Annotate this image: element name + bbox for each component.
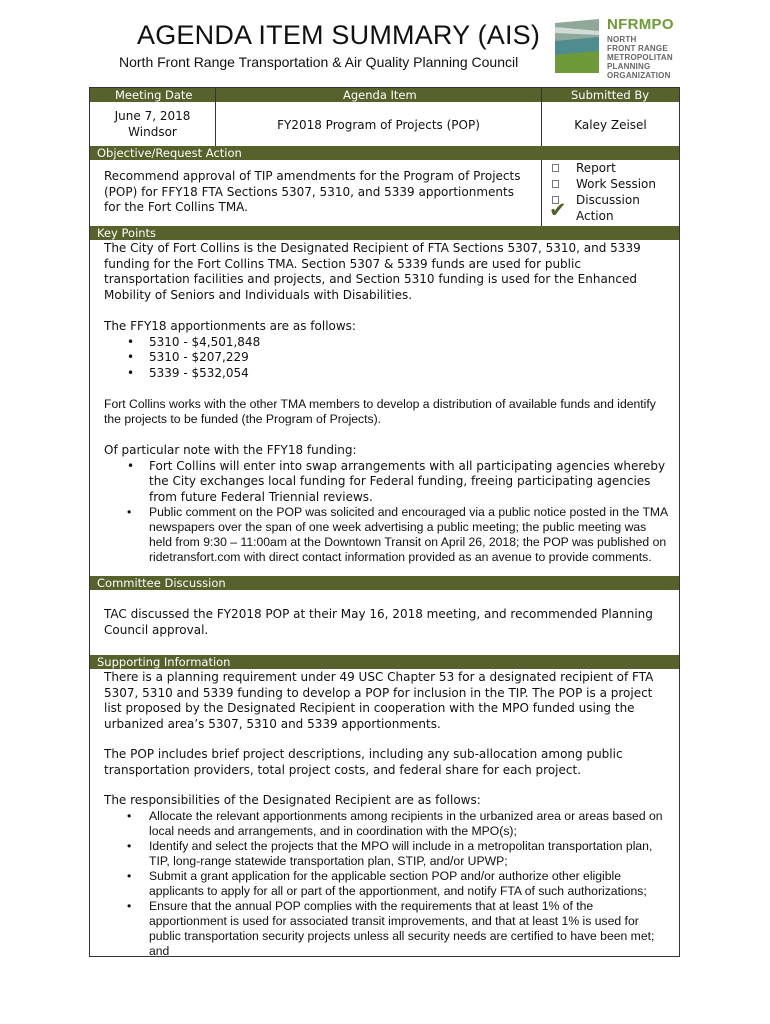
committee-heading: Committee Discussion xyxy=(97,576,226,590)
option-label: Action xyxy=(576,209,614,223)
meeting-date-value: June 7, 2018 xyxy=(114,109,191,123)
list-item: • 5310 - $4,501,848 xyxy=(104,335,670,351)
objective-heading: Objective/Request Action xyxy=(97,146,242,160)
option-label: Discussion xyxy=(576,193,640,207)
supporting-heading: Supporting Information xyxy=(97,655,231,669)
column-divider xyxy=(541,160,542,226)
key-points-heading: Key Points xyxy=(97,226,157,240)
key-points-paragraph: Fort Collins works with the other TMA members to develop a distribution of available funds and identify the projects to be funded (the Program of Projects). xyxy=(104,397,656,426)
nfrmpo-logo xyxy=(549,16,679,80)
supporting-paragraph: The POP includes brief project descriptions, including any sub-allocation among public transportation providers, total project costs, and federal share for each project. xyxy=(104,747,623,777)
logo-text-line: PLANNING xyxy=(607,62,651,71)
list-item: • Submit a grant application for the applicable section POP and/or authorize other eligible applicants to apply for all or part of the apportionment, and notify FTA of such authorizations; xyxy=(104,869,670,899)
supporting-body xyxy=(104,670,670,959)
key-points-paragraph: The FFY18 apportionments are as follows: xyxy=(104,319,356,333)
list-item: • Allocate the relevant apportionments among recipients in the urbanized area or areas based on local needs and arrangements, and in coordination with the MPO(s); xyxy=(104,809,670,839)
list-item: • Public comment on the POP was solicited and encouraged via a public notice posted in the TMA newspapers over the span of one week advertising a public meeting; the public meeting was held from 9:30 – 11:00am at the Downtown Transit on April 26, 2018; the POP was published on ridetransfort.com with direct contact information provided as an avenue to provide comments. xyxy=(104,505,670,565)
page-subtitle: North Front Range Transportation & Air Quality Planning Council xyxy=(119,54,519,70)
agenda-item-value: FY2018 Program of Projects (POP) xyxy=(277,118,480,132)
submitted-by-value: Kaley Zeisel xyxy=(574,118,647,132)
key-points-section-bar xyxy=(90,226,679,240)
supporting-paragraph: There is a planning requirement under 49 USC Chapter 53 for a designated recipient of FTA 5307, 5310 and 5339 funding to develop a POP for inclusion in the TIP. The POP is a project list proposed by the Designated Recipient in cooperation with the MPO funded using the urbanized area’s 5307, 5310 and 5339 apportionments. xyxy=(104,670,654,731)
request-action-checklist xyxy=(549,160,656,224)
option-label: Report xyxy=(576,161,616,175)
list-item: • Identify and select the projects that the MPO will include in a metropolitan transportation plan, TIP, long-range statewide transportation plan, STIP, and/or UPWP; xyxy=(104,839,670,869)
option-work-session[interactable] xyxy=(549,176,656,192)
supporting-paragraph: The responsibilities of the Designated Recipient are as follows: xyxy=(104,793,481,807)
committee-text: TAC discussed the FY2018 POP at their May 16, 2018 meeting, and recommended Planning Council approval. xyxy=(104,607,653,637)
logo-text-line: NORTH xyxy=(607,35,637,44)
list-item: • 5310 - $207,229 xyxy=(104,350,670,366)
agenda-item-header: Agenda Item xyxy=(343,88,417,102)
submitted-by-header: Submitted By xyxy=(571,88,650,102)
committee-section-bar xyxy=(90,576,679,590)
key-points-body xyxy=(104,241,670,565)
objective-text: Recommend approval of TIP amendments for the Program of Projects (POP) for FFY18 FTA Sections 5307, 5310, and 5339 apportionments for the Fort Collins TMA. xyxy=(104,169,521,214)
option-report[interactable] xyxy=(549,160,656,176)
nfrmpo-logo-icon xyxy=(549,17,603,74)
meeting-location: Windsor xyxy=(128,125,177,139)
checkbox-icon[interactable] xyxy=(552,164,559,172)
logo-text-line: METROPOLITAN xyxy=(607,53,673,62)
supporting-section-bar xyxy=(90,655,679,669)
meeting-date xyxy=(90,108,215,140)
list-item: • Ensure that the annual POP complies with the requirements that at least 1% of the apportionment is used for associated transit improvements, and that at least 1% is used for public transportation security projects unless all security needs are certified to have been met; and xyxy=(104,899,670,959)
meeting-date-header: Meeting Date xyxy=(115,88,193,102)
logo-text-line: ORGANIZATION xyxy=(607,71,671,80)
key-points-paragraph: Of particular note with the FFY18 funding: xyxy=(104,443,357,457)
meeting-header-bar xyxy=(90,88,679,102)
logo-text-line: FRONT RANGE xyxy=(607,44,668,53)
list-item: • 5339 - $532,054 xyxy=(104,366,670,382)
option-label: Work Session xyxy=(576,177,656,191)
list-item: • Fort Collins will enter into swap arrangements with all participating agencies whereby the City exchanges local funding for Federal funding, freeing participating agencies from future Federal Triennial reviews. xyxy=(104,459,670,506)
checkbox-icon[interactable] xyxy=(552,180,559,188)
checkmark-icon[interactable]: ✔ xyxy=(549,198,567,222)
key-points-paragraph: The City of Fort Collins is the Designated Recipient of FTA Sections 5307, 5310, and 5339 funding for the Fort Collins TMA. Section 5307 & 5339 funds are used for public transportation facilities and projects, and Section 5310 funding is used for the Enhanced Mobility of Seniors and Individuals with Disabilities. xyxy=(104,241,641,302)
page-title: AGENDA ITEM SUMMARY (AIS) xyxy=(137,20,541,50)
logo-abbreviation: NFRMPO xyxy=(607,16,674,33)
objective-section-bar xyxy=(90,146,679,160)
